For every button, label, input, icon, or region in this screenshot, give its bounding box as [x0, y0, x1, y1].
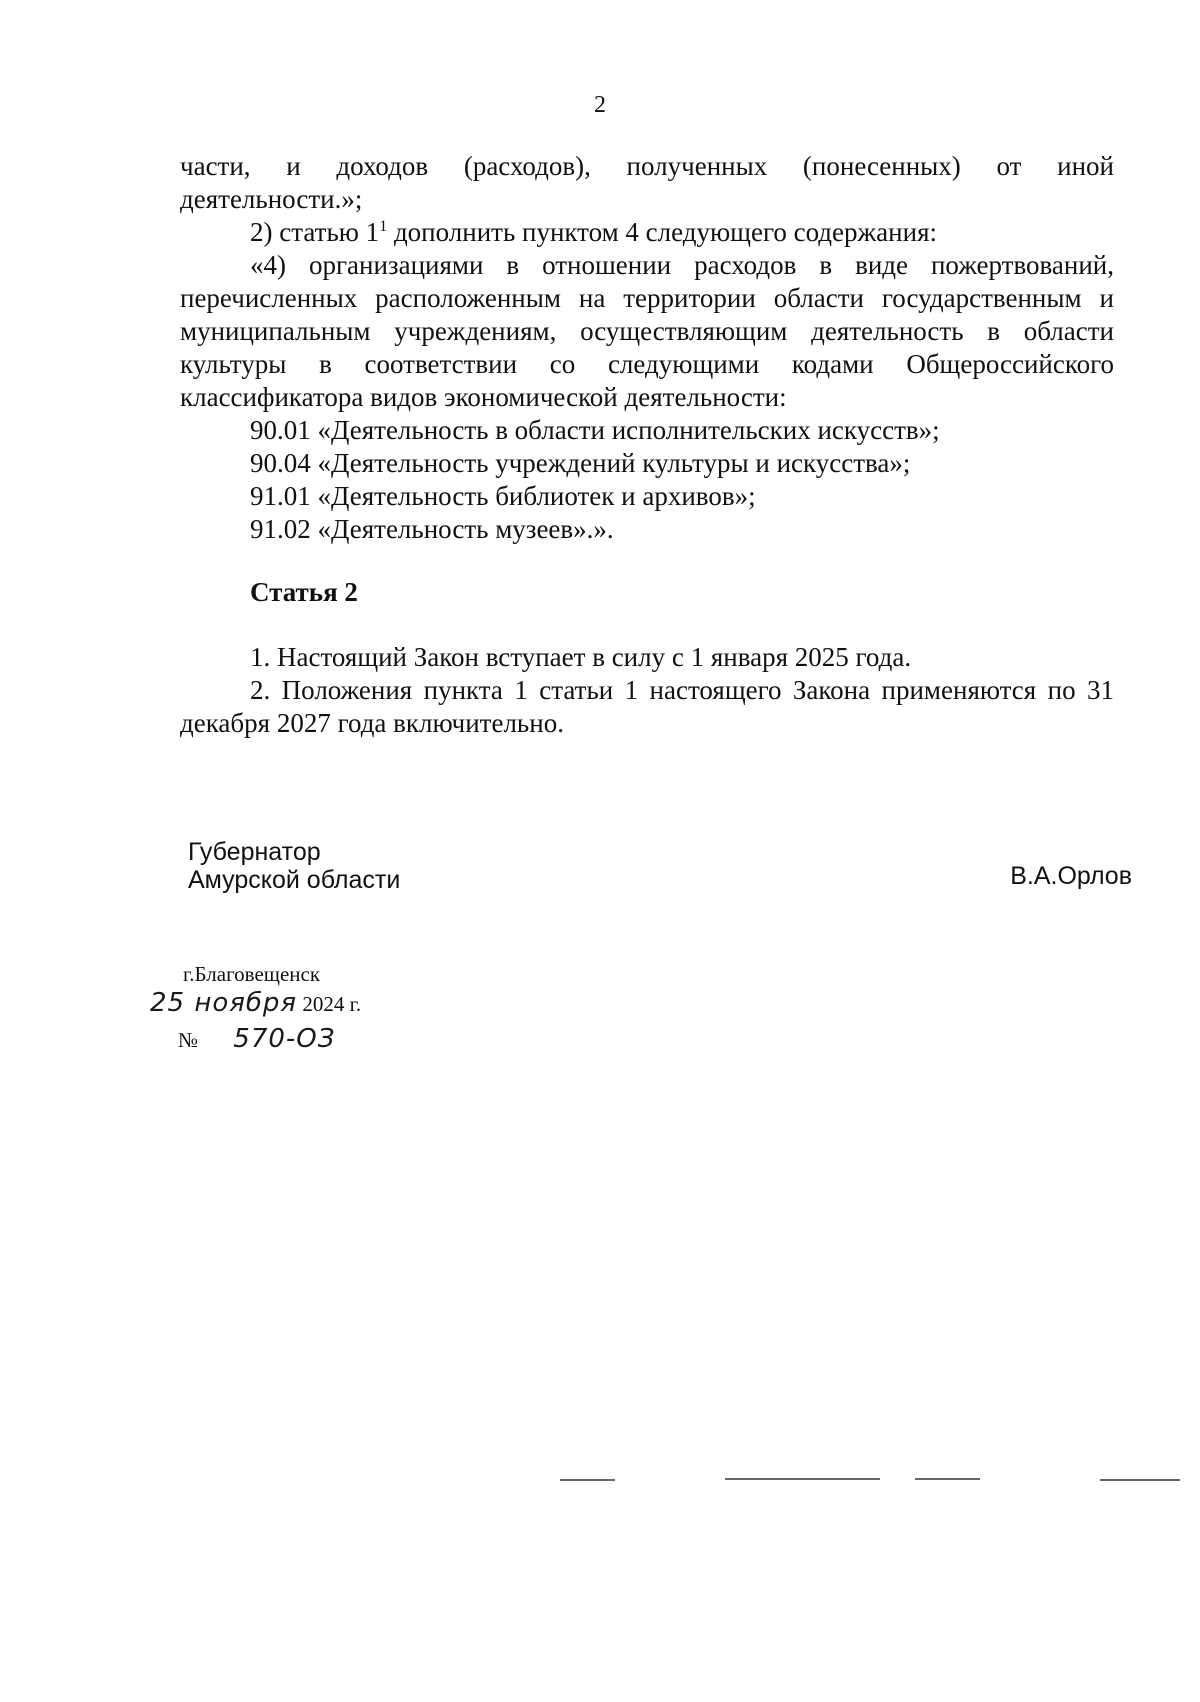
amendment-2-prefix: 2) статью 1	[250, 217, 380, 247]
amendment-2-superscript: 1	[379, 218, 388, 235]
article-2-heading: Статья 2	[250, 577, 358, 607]
signatory-title-line1: Губернатор	[188, 838, 321, 866]
number-sign: №	[178, 1028, 199, 1052]
article-2-item-2: 2. Положения пункта 1 статьи 1 настоящего Закона применяются по 31 декабря 2027 года включительно.	[180, 675, 1114, 738]
okved-code-91-01: 91.01 «Деятельность библиотек и архивов»;	[250, 481, 756, 511]
scan-artifact-lines	[0, 1470, 1200, 1490]
okved-code-90-04: 90.04 «Деятельность учреждений культуры и искусства»;	[250, 448, 911, 478]
city-of-signing: г.Благовещенск	[183, 962, 321, 986]
paragraph-continuation-line1: части, и доходов (расходов), полученных (понесенных) от иной	[180, 151, 1114, 181]
law-number	[178, 1024, 335, 1054]
paragraph-amendment-2	[180, 216, 1114, 249]
article-2-item-1: 1. Настоящий Закон вступает в силу с 1 января 2025 года.	[250, 642, 912, 672]
signature-block	[188, 838, 1138, 894]
document-body	[180, 150, 1114, 740]
okved-code-90-01: 90.01 «Деятельность в области исполнительских искусств»;	[250, 415, 940, 445]
paragraph-continuation-line2: деятельности.»;	[180, 184, 363, 214]
date-of-signing	[150, 988, 361, 1018]
handwritten-law-number: 570-ОЗ	[233, 1024, 336, 1054]
signatory-title-line2: Амурской области	[188, 866, 401, 894]
paragraph-clause-4: «4) организациями в отношении расходов в виде пожертвований, перечисленных расположенным на территории области государственным и муниципальным учреждениям, осуществляющим деятельность в области культуры в соответствии со следующими кодами Общероссийского классификатора видов экономической деятельности:	[180, 250, 1114, 412]
okved-code-91-02: 91.02 «Деятельность музеев».».	[250, 514, 614, 544]
handwritten-date: 25 ноября	[150, 988, 298, 1018]
signatory-name: В.А.Орлов	[1010, 862, 1132, 890]
year-label: 2024 г.	[302, 992, 362, 1016]
amendment-2-suffix: дополнить пунктом 4 следующего содержания:	[387, 217, 937, 247]
page-number: 2	[594, 92, 606, 118]
